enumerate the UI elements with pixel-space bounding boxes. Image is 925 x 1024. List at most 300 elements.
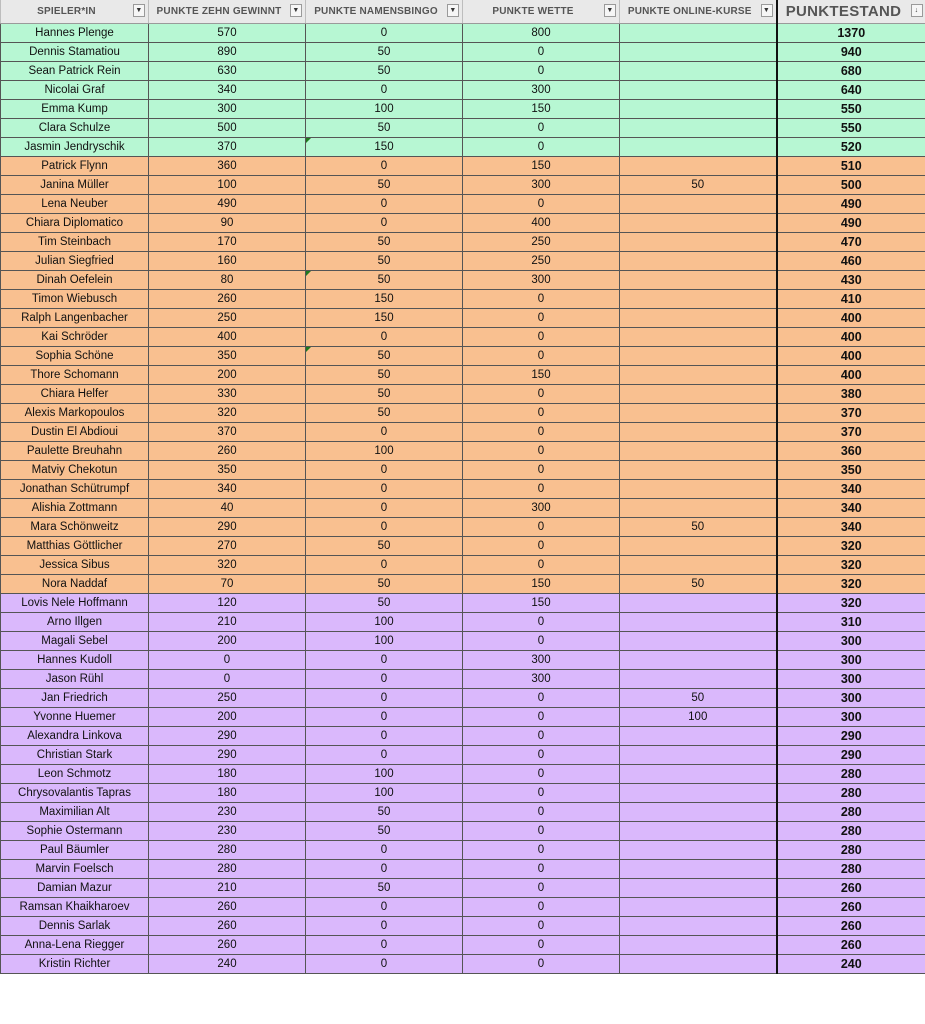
- cell-punktestand[interactable]: 680: [777, 62, 925, 81]
- cell-punkte-online-kurse[interactable]: [620, 613, 777, 632]
- cell-punkte-namensbingo[interactable]: 150: [306, 309, 463, 328]
- cell-punkte-zehn-gewinnt[interactable]: 350: [149, 347, 306, 366]
- cell-punkte-zehn-gewinnt[interactable]: 250: [149, 309, 306, 328]
- cell-punkte-online-kurse[interactable]: [620, 252, 777, 271]
- cell-punkte-online-kurse[interactable]: [620, 24, 777, 43]
- cell-punkte-wette[interactable]: 0: [463, 195, 620, 214]
- header-punkte-namensbingo[interactable]: [306, 0, 463, 24]
- cell-spieler[interactable]: Alishia Zottmann: [1, 499, 149, 518]
- cell-spieler[interactable]: Jessica Sibus: [1, 556, 149, 575]
- cell-punkte-namensbingo[interactable]: 0: [306, 81, 463, 100]
- cell-punkte-online-kurse[interactable]: [620, 328, 777, 347]
- header-punkte-online-kurse[interactable]: [620, 0, 777, 24]
- cell-punktestand[interactable]: 410: [777, 290, 925, 309]
- cell-punkte-namensbingo[interactable]: 50: [306, 385, 463, 404]
- cell-punktestand[interactable]: 240: [777, 955, 925, 974]
- cell-spieler[interactable]: Dinah Oefelein: [1, 271, 149, 290]
- cell-spieler[interactable]: Arno Illgen: [1, 613, 149, 632]
- cell-punkte-wette[interactable]: 0: [463, 917, 620, 936]
- cell-punkte-online-kurse[interactable]: [620, 879, 777, 898]
- filter-dropdown-icon[interactable]: ▼: [133, 4, 145, 17]
- cell-punkte-namensbingo[interactable]: 0: [306, 670, 463, 689]
- cell-punkte-zehn-gewinnt[interactable]: 100: [149, 176, 306, 195]
- filter-dropdown-icon[interactable]: ▼: [761, 4, 773, 17]
- cell-punktestand[interactable]: 520: [777, 138, 925, 157]
- cell-punkte-namensbingo[interactable]: 50: [306, 347, 463, 366]
- cell-punkte-wette[interactable]: 300: [463, 499, 620, 518]
- cell-punktestand[interactable]: 400: [777, 309, 925, 328]
- cell-spieler[interactable]: Thore Schomann: [1, 366, 149, 385]
- cell-punkte-online-kurse[interactable]: 50: [620, 176, 777, 195]
- cell-punkte-zehn-gewinnt[interactable]: 180: [149, 765, 306, 784]
- cell-punkte-zehn-gewinnt[interactable]: 80: [149, 271, 306, 290]
- cell-punkte-zehn-gewinnt[interactable]: 320: [149, 404, 306, 423]
- cell-punkte-wette[interactable]: 0: [463, 765, 620, 784]
- cell-punkte-wette[interactable]: 300: [463, 81, 620, 100]
- cell-punkte-online-kurse[interactable]: 50: [620, 518, 777, 537]
- cell-punkte-namensbingo[interactable]: 0: [306, 461, 463, 480]
- cell-punkte-namensbingo[interactable]: 50: [306, 803, 463, 822]
- cell-punkte-wette[interactable]: 0: [463, 423, 620, 442]
- cell-spieler[interactable]: Clara Schulze: [1, 119, 149, 138]
- cell-punktestand[interactable]: 940: [777, 43, 925, 62]
- cell-punkte-online-kurse[interactable]: 50: [620, 575, 777, 594]
- cell-punkte-online-kurse[interactable]: [620, 195, 777, 214]
- header-punkte-wette[interactable]: [463, 0, 620, 24]
- cell-punkte-online-kurse[interactable]: [620, 917, 777, 936]
- cell-punkte-zehn-gewinnt[interactable]: 90: [149, 214, 306, 233]
- cell-punkte-wette[interactable]: 0: [463, 689, 620, 708]
- cell-spieler[interactable]: Sean Patrick Rein: [1, 62, 149, 81]
- cell-punkte-wette[interactable]: 0: [463, 556, 620, 575]
- cell-punktestand[interactable]: 360: [777, 442, 925, 461]
- cell-punktestand[interactable]: 490: [777, 214, 925, 233]
- cell-punkte-namensbingo[interactable]: 0: [306, 214, 463, 233]
- cell-punkte-wette[interactable]: 150: [463, 100, 620, 119]
- cell-punkte-wette[interactable]: 0: [463, 328, 620, 347]
- cell-punkte-wette[interactable]: 0: [463, 62, 620, 81]
- cell-punkte-online-kurse[interactable]: [620, 385, 777, 404]
- cell-punktestand[interactable]: 300: [777, 632, 925, 651]
- cell-spieler[interactable]: Ramsan Khaikharoev: [1, 898, 149, 917]
- cell-spieler[interactable]: Matthias Göttlicher: [1, 537, 149, 556]
- cell-punktestand[interactable]: 320: [777, 537, 925, 556]
- cell-punkte-wette[interactable]: 250: [463, 233, 620, 252]
- cell-spieler[interactable]: Sophia Schöne: [1, 347, 149, 366]
- cell-spieler[interactable]: Alexandra Linkova: [1, 727, 149, 746]
- cell-punkte-wette[interactable]: 250: [463, 252, 620, 271]
- cell-punkte-namensbingo[interactable]: 150: [306, 290, 463, 309]
- cell-punkte-wette[interactable]: 150: [463, 157, 620, 176]
- cell-punkte-namensbingo[interactable]: 0: [306, 841, 463, 860]
- cell-punktestand[interactable]: 290: [777, 746, 925, 765]
- cell-punktestand[interactable]: 470: [777, 233, 925, 252]
- cell-punkte-zehn-gewinnt[interactable]: 370: [149, 423, 306, 442]
- cell-punkte-online-kurse[interactable]: [620, 841, 777, 860]
- cell-punkte-online-kurse[interactable]: [620, 860, 777, 879]
- cell-punktestand[interactable]: 320: [777, 594, 925, 613]
- cell-spieler[interactable]: Paul Bäumler: [1, 841, 149, 860]
- cell-punkte-wette[interactable]: 300: [463, 176, 620, 195]
- cell-punktestand[interactable]: 370: [777, 423, 925, 442]
- cell-punkte-zehn-gewinnt[interactable]: 260: [149, 917, 306, 936]
- cell-punkte-namensbingo[interactable]: 50: [306, 404, 463, 423]
- cell-punkte-namensbingo[interactable]: 0: [306, 708, 463, 727]
- cell-spieler[interactable]: Dennis Sarlak: [1, 917, 149, 936]
- cell-punkte-zehn-gewinnt[interactable]: 250: [149, 689, 306, 708]
- cell-punkte-namensbingo[interactable]: 50: [306, 879, 463, 898]
- cell-punktestand[interactable]: 310: [777, 613, 925, 632]
- cell-punkte-online-kurse[interactable]: [620, 271, 777, 290]
- cell-punkte-zehn-gewinnt[interactable]: 890: [149, 43, 306, 62]
- cell-punkte-zehn-gewinnt[interactable]: 200: [149, 632, 306, 651]
- cell-punkte-namensbingo[interactable]: 0: [306, 936, 463, 955]
- cell-punkte-wette[interactable]: 300: [463, 271, 620, 290]
- header-punkte-zehn-gewinnt[interactable]: [149, 0, 306, 24]
- cell-punkte-online-kurse[interactable]: [620, 822, 777, 841]
- cell-punktestand[interactable]: 340: [777, 480, 925, 499]
- cell-punkte-zehn-gewinnt[interactable]: 350: [149, 461, 306, 480]
- cell-punkte-namensbingo[interactable]: 50: [306, 271, 463, 290]
- cell-punkte-namensbingo[interactable]: 100: [306, 613, 463, 632]
- cell-punkte-online-kurse[interactable]: [620, 746, 777, 765]
- cell-spieler[interactable]: Kai Schröder: [1, 328, 149, 347]
- cell-punkte-wette[interactable]: 400: [463, 214, 620, 233]
- cell-punkte-online-kurse[interactable]: [620, 309, 777, 328]
- cell-punkte-namensbingo[interactable]: 50: [306, 594, 463, 613]
- cell-punkte-zehn-gewinnt[interactable]: 160: [149, 252, 306, 271]
- cell-punkte-online-kurse[interactable]: [620, 537, 777, 556]
- cell-spieler[interactable]: Lena Neuber: [1, 195, 149, 214]
- cell-punkte-wette[interactable]: 0: [463, 119, 620, 138]
- cell-spieler[interactable]: Hannes Kudoll: [1, 651, 149, 670]
- cell-spieler[interactable]: Jonathan Schütrumpf: [1, 480, 149, 499]
- cell-punkte-wette[interactable]: 0: [463, 347, 620, 366]
- cell-punkte-wette[interactable]: 0: [463, 632, 620, 651]
- cell-punkte-zehn-gewinnt[interactable]: 570: [149, 24, 306, 43]
- cell-punkte-wette[interactable]: 0: [463, 898, 620, 917]
- cell-punktestand[interactable]: 280: [777, 822, 925, 841]
- cell-punktestand[interactable]: 550: [777, 100, 925, 119]
- cell-spieler[interactable]: Chrysovalantis Tapras: [1, 784, 149, 803]
- cell-punkte-zehn-gewinnt[interactable]: 320: [149, 556, 306, 575]
- header-spieler[interactable]: [1, 0, 149, 24]
- cell-punkte-online-kurse[interactable]: 50: [620, 689, 777, 708]
- cell-punkte-wette[interactable]: 0: [463, 138, 620, 157]
- cell-punkte-namensbingo[interactable]: 50: [306, 176, 463, 195]
- cell-punkte-namensbingo[interactable]: 50: [306, 119, 463, 138]
- cell-punkte-zehn-gewinnt[interactable]: 40: [149, 499, 306, 518]
- cell-spieler[interactable]: Chiara Helfer: [1, 385, 149, 404]
- cell-punkte-online-kurse[interactable]: [620, 347, 777, 366]
- cell-punkte-namensbingo[interactable]: 0: [306, 556, 463, 575]
- cell-punkte-wette[interactable]: 0: [463, 746, 620, 765]
- cell-punkte-zehn-gewinnt[interactable]: 260: [149, 442, 306, 461]
- cell-punkte-namensbingo[interactable]: 100: [306, 784, 463, 803]
- cell-punkte-online-kurse[interactable]: [620, 594, 777, 613]
- cell-punktestand[interactable]: 280: [777, 765, 925, 784]
- cell-punktestand[interactable]: 280: [777, 841, 925, 860]
- cell-punkte-online-kurse[interactable]: [620, 62, 777, 81]
- cell-punkte-zehn-gewinnt[interactable]: 210: [149, 613, 306, 632]
- cell-spieler[interactable]: Christian Stark: [1, 746, 149, 765]
- cell-punkte-zehn-gewinnt[interactable]: 260: [149, 898, 306, 917]
- cell-punktestand[interactable]: 460: [777, 252, 925, 271]
- cell-spieler[interactable]: Kristin Richter: [1, 955, 149, 974]
- cell-punkte-zehn-gewinnt[interactable]: 180: [149, 784, 306, 803]
- cell-punkte-namensbingo[interactable]: 50: [306, 366, 463, 385]
- cell-punkte-zehn-gewinnt[interactable]: 630: [149, 62, 306, 81]
- cell-punkte-zehn-gewinnt[interactable]: 280: [149, 860, 306, 879]
- cell-punkte-namensbingo[interactable]: 0: [306, 24, 463, 43]
- cell-punktestand[interactable]: 490: [777, 195, 925, 214]
- cell-punkte-namensbingo[interactable]: 50: [306, 43, 463, 62]
- cell-punkte-namensbingo[interactable]: 0: [306, 195, 463, 214]
- cell-punkte-zehn-gewinnt[interactable]: 270: [149, 537, 306, 556]
- cell-spieler[interactable]: Julian Siegfried: [1, 252, 149, 271]
- cell-punkte-online-kurse[interactable]: [620, 556, 777, 575]
- cell-punktestand[interactable]: 300: [777, 670, 925, 689]
- cell-punktestand[interactable]: 400: [777, 328, 925, 347]
- cell-punkte-zehn-gewinnt[interactable]: 400: [149, 328, 306, 347]
- cell-punkte-zehn-gewinnt[interactable]: 330: [149, 385, 306, 404]
- cell-punkte-namensbingo[interactable]: 0: [306, 898, 463, 917]
- cell-punktestand[interactable]: 260: [777, 917, 925, 936]
- cell-punkte-online-kurse[interactable]: [620, 632, 777, 651]
- cell-punkte-online-kurse[interactable]: [620, 651, 777, 670]
- cell-punkte-namensbingo[interactable]: 0: [306, 746, 463, 765]
- cell-punkte-wette[interactable]: 0: [463, 841, 620, 860]
- cell-punkte-namensbingo[interactable]: 0: [306, 689, 463, 708]
- cell-punkte-namensbingo[interactable]: 0: [306, 157, 463, 176]
- cell-punkte-online-kurse[interactable]: [620, 955, 777, 974]
- cell-punkte-zehn-gewinnt[interactable]: 240: [149, 955, 306, 974]
- cell-punkte-online-kurse[interactable]: [620, 119, 777, 138]
- cell-punktestand[interactable]: 260: [777, 879, 925, 898]
- cell-punkte-online-kurse[interactable]: [620, 936, 777, 955]
- cell-punkte-zehn-gewinnt[interactable]: 120: [149, 594, 306, 613]
- cell-punkte-online-kurse[interactable]: [620, 442, 777, 461]
- cell-punkte-namensbingo[interactable]: 0: [306, 518, 463, 537]
- cell-spieler[interactable]: Magali Sebel: [1, 632, 149, 651]
- cell-punkte-zehn-gewinnt[interactable]: 200: [149, 708, 306, 727]
- sort-descending-icon[interactable]: ↓: [911, 4, 923, 17]
- cell-spieler[interactable]: Maximilian Alt: [1, 803, 149, 822]
- cell-punkte-namensbingo[interactable]: 0: [306, 328, 463, 347]
- cell-punkte-wette[interactable]: 0: [463, 955, 620, 974]
- cell-spieler[interactable]: Nicolai Graf: [1, 81, 149, 100]
- cell-punkte-wette[interactable]: 300: [463, 651, 620, 670]
- cell-punkte-namensbingo[interactable]: 0: [306, 727, 463, 746]
- cell-punkte-zehn-gewinnt[interactable]: 290: [149, 746, 306, 765]
- cell-punkte-wette[interactable]: 300: [463, 670, 620, 689]
- cell-punkte-wette[interactable]: 0: [463, 784, 620, 803]
- cell-punkte-namensbingo[interactable]: 100: [306, 765, 463, 784]
- cell-punktestand[interactable]: 320: [777, 575, 925, 594]
- cell-punkte-zehn-gewinnt[interactable]: 260: [149, 290, 306, 309]
- cell-spieler[interactable]: Marvin Foelsch: [1, 860, 149, 879]
- cell-punkte-online-kurse[interactable]: [620, 138, 777, 157]
- cell-punkte-namensbingo[interactable]: 50: [306, 575, 463, 594]
- cell-spieler[interactable]: Anna-Lena Riegger: [1, 936, 149, 955]
- cell-spieler[interactable]: Dennis Stamatiou: [1, 43, 149, 62]
- cell-punkte-namensbingo[interactable]: 50: [306, 62, 463, 81]
- cell-punkte-wette[interactable]: 0: [463, 404, 620, 423]
- cell-punkte-online-kurse[interactable]: [620, 214, 777, 233]
- cell-punktestand[interactable]: 550: [777, 119, 925, 138]
- cell-punkte-wette[interactable]: 150: [463, 575, 620, 594]
- cell-punkte-zehn-gewinnt[interactable]: 290: [149, 727, 306, 746]
- cell-spieler[interactable]: Ralph Langenbacher: [1, 309, 149, 328]
- cell-punkte-wette[interactable]: 0: [463, 290, 620, 309]
- cell-punktestand[interactable]: 280: [777, 860, 925, 879]
- cell-punktestand[interactable]: 350: [777, 461, 925, 480]
- cell-punkte-namensbingo[interactable]: 50: [306, 822, 463, 841]
- cell-punkte-zehn-gewinnt[interactable]: 0: [149, 651, 306, 670]
- filter-dropdown-icon[interactable]: ▼: [604, 4, 616, 17]
- filter-dropdown-icon[interactable]: ▼: [290, 4, 302, 17]
- cell-spieler[interactable]: Yvonne Huemer: [1, 708, 149, 727]
- cell-spieler[interactable]: Matviy Chekotun: [1, 461, 149, 480]
- cell-punkte-online-kurse[interactable]: [620, 499, 777, 518]
- cell-spieler[interactable]: Damian Mazur: [1, 879, 149, 898]
- cell-punktestand[interactable]: 300: [777, 708, 925, 727]
- cell-punkte-zehn-gewinnt[interactable]: 340: [149, 480, 306, 499]
- cell-spieler[interactable]: Jasmin Jendryschik: [1, 138, 149, 157]
- cell-spieler[interactable]: Hannes Plenge: [1, 24, 149, 43]
- cell-punkte-zehn-gewinnt[interactable]: 370: [149, 138, 306, 157]
- cell-spieler[interactable]: Janina Müller: [1, 176, 149, 195]
- cell-spieler[interactable]: Dustin El Abdioui: [1, 423, 149, 442]
- cell-punktestand[interactable]: 290: [777, 727, 925, 746]
- cell-spieler[interactable]: Sophie Ostermann: [1, 822, 149, 841]
- cell-punkte-online-kurse[interactable]: [620, 423, 777, 442]
- cell-punkte-namensbingo[interactable]: 0: [306, 423, 463, 442]
- cell-spieler[interactable]: Nora Naddaf: [1, 575, 149, 594]
- cell-punkte-zehn-gewinnt[interactable]: 170: [149, 233, 306, 252]
- cell-spieler[interactable]: Leon Schmotz: [1, 765, 149, 784]
- cell-punkte-online-kurse[interactable]: [620, 898, 777, 917]
- cell-punktestand[interactable]: 260: [777, 936, 925, 955]
- cell-punktestand[interactable]: 370: [777, 404, 925, 423]
- cell-spieler[interactable]: Mara Schönweitz: [1, 518, 149, 537]
- cell-punktestand[interactable]: 640: [777, 81, 925, 100]
- cell-punkte-wette[interactable]: 0: [463, 708, 620, 727]
- cell-punkte-zehn-gewinnt[interactable]: 200: [149, 366, 306, 385]
- cell-punktestand[interactable]: 430: [777, 271, 925, 290]
- cell-punkte-wette[interactable]: 150: [463, 594, 620, 613]
- cell-punkte-namensbingo[interactable]: 0: [306, 480, 463, 499]
- cell-punkte-online-kurse[interactable]: [620, 43, 777, 62]
- cell-punkte-wette[interactable]: 150: [463, 366, 620, 385]
- cell-punkte-zehn-gewinnt[interactable]: 500: [149, 119, 306, 138]
- cell-punkte-zehn-gewinnt[interactable]: 280: [149, 841, 306, 860]
- cell-punkte-online-kurse[interactable]: 100: [620, 708, 777, 727]
- cell-spieler[interactable]: Chiara Diplomatico: [1, 214, 149, 233]
- cell-punktestand[interactable]: 260: [777, 898, 925, 917]
- cell-punkte-namensbingo[interactable]: 100: [306, 100, 463, 119]
- cell-punkte-zehn-gewinnt[interactable]: 230: [149, 822, 306, 841]
- cell-punkte-online-kurse[interactable]: [620, 100, 777, 119]
- cell-punkte-online-kurse[interactable]: [620, 461, 777, 480]
- cell-punkte-zehn-gewinnt[interactable]: 210: [149, 879, 306, 898]
- cell-punkte-namensbingo[interactable]: 50: [306, 233, 463, 252]
- cell-punktestand[interactable]: 500: [777, 176, 925, 195]
- cell-punkte-wette[interactable]: 0: [463, 43, 620, 62]
- cell-punkte-online-kurse[interactable]: [620, 480, 777, 499]
- cell-punkte-online-kurse[interactable]: [620, 366, 777, 385]
- cell-punkte-zehn-gewinnt[interactable]: 300: [149, 100, 306, 119]
- cell-punktestand[interactable]: 510: [777, 157, 925, 176]
- cell-punkte-online-kurse[interactable]: [620, 157, 777, 176]
- cell-punkte-wette[interactable]: 800: [463, 24, 620, 43]
- cell-spieler[interactable]: Jason Rühl: [1, 670, 149, 689]
- cell-punkte-namensbingo[interactable]: 100: [306, 442, 463, 461]
- cell-punkte-online-kurse[interactable]: [620, 233, 777, 252]
- cell-punkte-namensbingo[interactable]: 0: [306, 917, 463, 936]
- cell-punkte-zehn-gewinnt[interactable]: 230: [149, 803, 306, 822]
- cell-punkte-wette[interactable]: 0: [463, 442, 620, 461]
- cell-punkte-wette[interactable]: 0: [463, 385, 620, 404]
- cell-punkte-wette[interactable]: 0: [463, 461, 620, 480]
- cell-punkte-zehn-gewinnt[interactable]: 70: [149, 575, 306, 594]
- cell-spieler[interactable]: Lovis Nele Hoffmann: [1, 594, 149, 613]
- cell-punkte-online-kurse[interactable]: [620, 803, 777, 822]
- cell-punkte-zehn-gewinnt[interactable]: 260: [149, 936, 306, 955]
- cell-punkte-online-kurse[interactable]: [620, 670, 777, 689]
- cell-punkte-namensbingo[interactable]: 50: [306, 537, 463, 556]
- cell-punkte-online-kurse[interactable]: [620, 290, 777, 309]
- cell-punkte-wette[interactable]: 0: [463, 822, 620, 841]
- cell-punkte-namensbingo[interactable]: 0: [306, 499, 463, 518]
- cell-punkte-zehn-gewinnt[interactable]: 0: [149, 670, 306, 689]
- cell-punkte-wette[interactable]: 0: [463, 480, 620, 499]
- cell-punkte-namensbingo[interactable]: 0: [306, 651, 463, 670]
- cell-punkte-zehn-gewinnt[interactable]: 290: [149, 518, 306, 537]
- cell-punktestand[interactable]: 340: [777, 499, 925, 518]
- cell-punktestand[interactable]: 300: [777, 689, 925, 708]
- cell-punkte-zehn-gewinnt[interactable]: 360: [149, 157, 306, 176]
- cell-spieler[interactable]: Paulette Breuhahn: [1, 442, 149, 461]
- cell-punkte-zehn-gewinnt[interactable]: 340: [149, 81, 306, 100]
- cell-punktestand[interactable]: 320: [777, 556, 925, 575]
- cell-punkte-online-kurse[interactable]: [620, 81, 777, 100]
- cell-punkte-wette[interactable]: 0: [463, 727, 620, 746]
- cell-punktestand[interactable]: 400: [777, 347, 925, 366]
- header-punktestand[interactable]: [777, 0, 925, 24]
- cell-punkte-namensbingo[interactable]: 0: [306, 955, 463, 974]
- cell-punkte-wette[interactable]: 0: [463, 518, 620, 537]
- cell-punkte-wette[interactable]: 0: [463, 936, 620, 955]
- cell-punkte-online-kurse[interactable]: [620, 765, 777, 784]
- cell-punkte-wette[interactable]: 0: [463, 537, 620, 556]
- cell-punkte-wette[interactable]: 0: [463, 309, 620, 328]
- cell-spieler[interactable]: Alexis Markopoulos: [1, 404, 149, 423]
- cell-punkte-wette[interactable]: 0: [463, 803, 620, 822]
- cell-punktestand[interactable]: 340: [777, 518, 925, 537]
- cell-punktestand[interactable]: 280: [777, 803, 925, 822]
- cell-punkte-namensbingo[interactable]: 50: [306, 252, 463, 271]
- cell-punkte-namensbingo[interactable]: 150: [306, 138, 463, 157]
- cell-spieler[interactable]: Timon Wiebusch: [1, 290, 149, 309]
- cell-punktestand[interactable]: 380: [777, 385, 925, 404]
- cell-punkte-wette[interactable]: 0: [463, 860, 620, 879]
- cell-punktestand[interactable]: 300: [777, 651, 925, 670]
- filter-dropdown-icon[interactable]: ▼: [447, 4, 459, 17]
- cell-punkte-online-kurse[interactable]: [620, 727, 777, 746]
- cell-punktestand[interactable]: 1370: [777, 24, 925, 43]
- cell-punkte-namensbingo[interactable]: 0: [306, 860, 463, 879]
